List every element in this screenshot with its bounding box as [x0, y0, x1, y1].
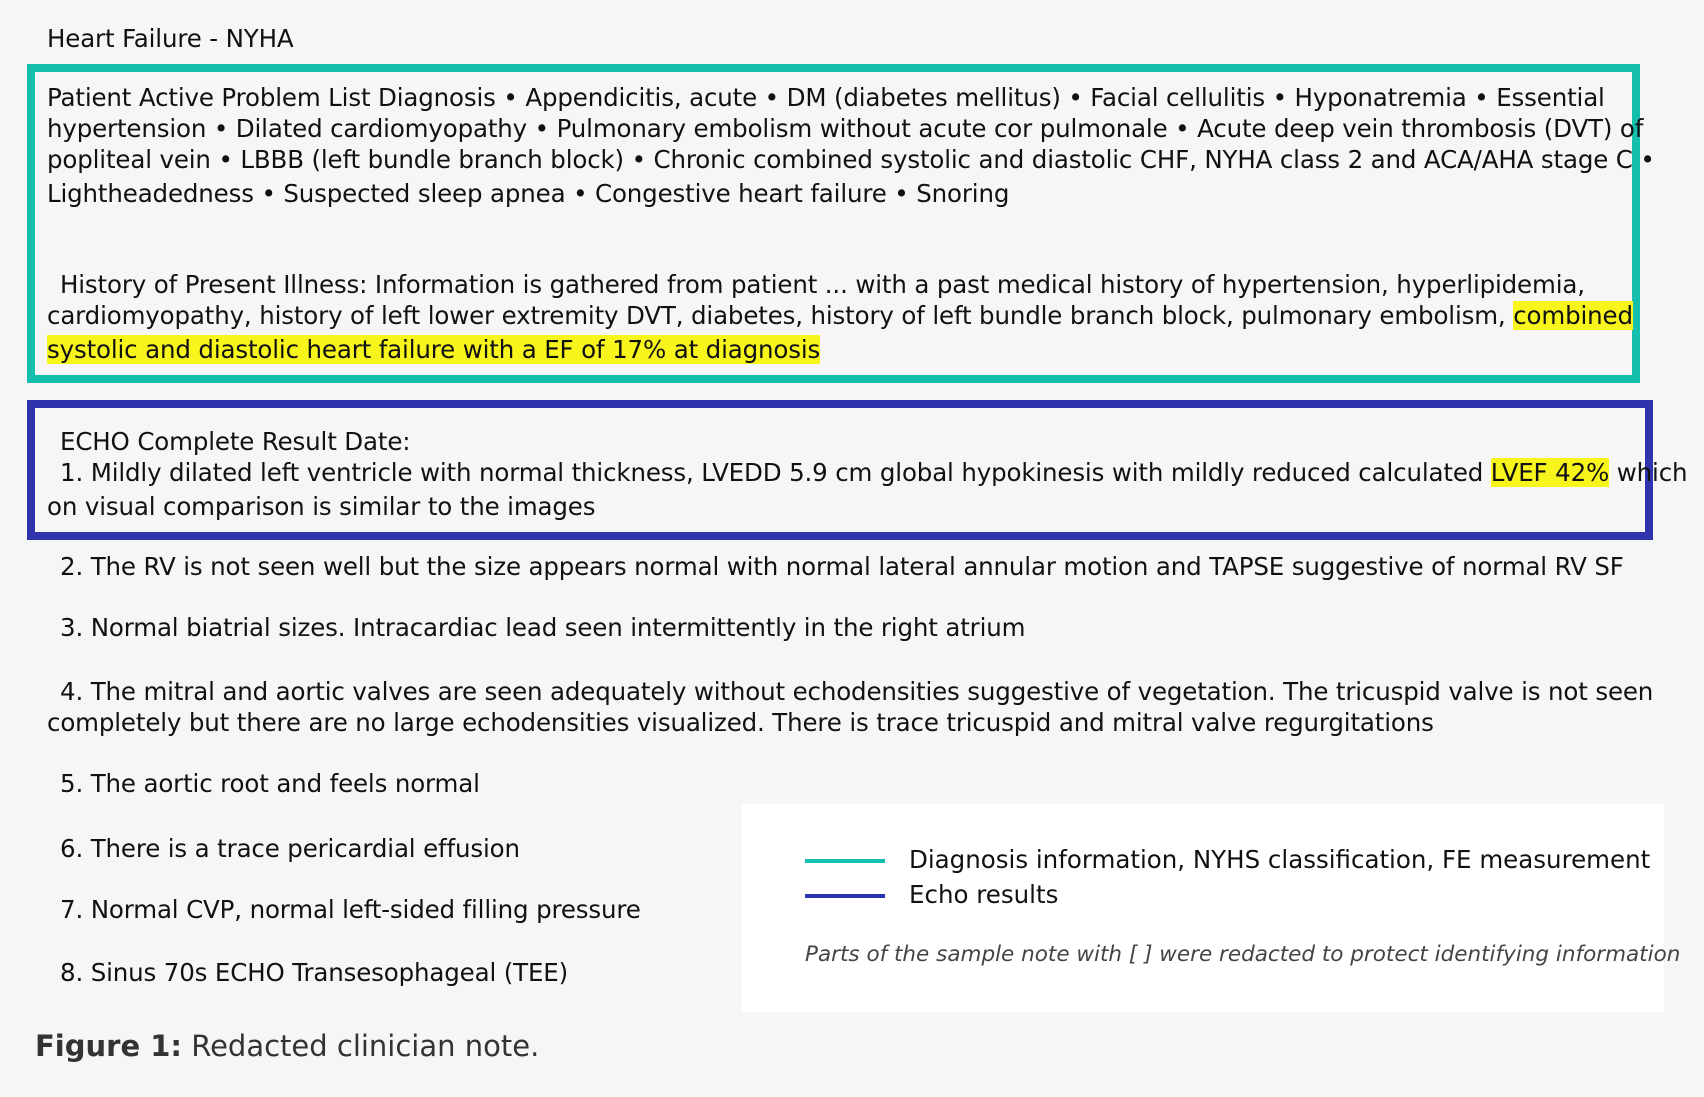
legend — [742, 804, 1681, 1012]
echo-item-1 — [60, 458, 1687, 489]
figure-caption — [35, 1028, 539, 1064]
figure-label: Figure 1: — [35, 1029, 182, 1063]
hpi-line — [47, 335, 820, 366]
page-title: Heart Failure - NYHA — [47, 24, 294, 53]
hpi-line — [47, 301, 1633, 332]
blue-legend-swatch — [805, 894, 885, 898]
echo-item-4: 4. The mitral and aortic valves are seen adequately without echodensities suggestive of vegetation. The tricuspid valve is not seen — [60, 677, 1654, 706]
echo-heading: ECHO Complete Result Date: — [60, 427, 411, 456]
echo-item-3: 3. Normal biatrial sizes. Intracardiac lead seen intermittently in the right atrium — [60, 613, 1026, 642]
hpi-line: History of Present Illness: Information is gathered from patient ... with a past medical history of hypertension, hyperlipidemia, — [60, 270, 1585, 299]
hpi-text: cardiomyopathy, history of left lower extremity DVT, diabetes, history of left bundle branch block, pulmonary embolism, — [47, 301, 1514, 330]
echo-item-8: 8. Sinus 70s ECHO Transesophageal (TEE) — [60, 958, 569, 987]
problem-list-line: Lightheadedness • Suspected sleep apnea • Congestive heart failure • Snoring — [47, 179, 1010, 208]
figure-caption-text: Redacted clinician note. — [182, 1029, 540, 1063]
echo-item-7: 7. Normal CVP, normal left-sided filling pressure — [60, 895, 641, 924]
legend-label-echo: Echo results — [909, 880, 1059, 909]
echo-item-6: 6. There is a trace pericardial effusion — [60, 834, 520, 863]
echo-item-text: 1. Mildly dilated left ventricle with normal thickness, LVEDD 5.9 cm global hypokinesis with mildly reduced calculated — [60, 458, 1491, 487]
problem-list-line: popliteal vein • LBBB (left bundle branch block) • Chronic combined systolic and diastolic CHF, NYHA class 2 and ACA/AHA stage C • — [47, 145, 1655, 174]
problem-list-line: Patient Active Problem List Diagnosis • Appendicitis, acute • DM (diabetes mellitus) • Facial cellulitis • Hyponatremia • Essential — [47, 83, 1605, 112]
echo-item-1-continued: on visual comparison is similar to the images — [47, 492, 596, 521]
redaction-note: Parts of the sample note with [ ] were redacted to protect identifying information — [805, 942, 1681, 967]
problem-list-line: hypertension • Dilated cardiomyopathy • Pulmonary embolism without acute cor pulmonale • Acute deep vein thrombosis (DVT) of — [47, 114, 1644, 143]
echo-item-5: 5. The aortic root and feels normal — [60, 769, 480, 798]
ef-highlight: combined — [1513, 301, 1633, 330]
echo-item-4-continued: completely but there are no large echodensities visualized. There is trace tricuspid and mitral valve regurgitations — [47, 708, 1434, 737]
ef-highlight: systolic and diastolic heart failure with a EF of 17% at diagnosis — [47, 335, 821, 364]
echo-item-2: 2. The RV is not seen well but the size appears normal with normal lateral annular motion and TAPSE suggestive of normal RV SF — [60, 552, 1624, 581]
echo-item-text: which — [1609, 458, 1688, 487]
legend-label-diagnosis: Diagnosis information, NYHS classification, FE measurement — [909, 845, 1651, 874]
lvef-highlight: LVEF 42% — [1490, 458, 1610, 487]
teal-legend-swatch — [805, 859, 885, 863]
